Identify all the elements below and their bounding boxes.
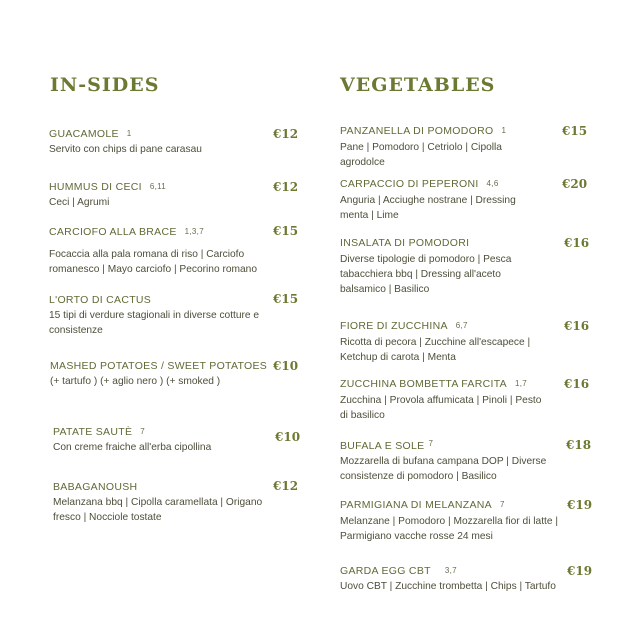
dish-name: CARPACCIO DI PEPERONI [340,178,479,190]
dish-price: €18 [566,438,592,452]
menu-item [49,128,279,157]
dish-name: PANZANELLA DI POMODORO [340,125,494,137]
dish-description: Melanzana bbq | Cipolla caramellata | Origano fresco | Nocciole tostate [53,497,263,523]
menu-item [49,294,271,338]
dish-price: €16 [564,236,590,250]
dish-price: €16 [564,377,590,391]
dish-description: Diverse tipologie di pomodoro | Pesca tabacchiera bbq | Dressing all'aceto balsamico | Basilico [340,254,512,295]
dish-name: L'ORTO DI CACTUS [49,294,152,306]
dish-description: 15 tipi di verdure stagionali in diverse cotture e consistenze [49,310,260,336]
dish-description: Zucchina | Provola affumicata | Pinoli | Pesto di basilico [340,395,542,421]
allergen-codes: 1,7 [514,379,527,388]
menu-item [340,499,570,544]
dish-name: BABAGANOUSH [53,481,138,493]
dish-price: €20 [562,177,588,191]
menu-item [340,237,540,297]
allergen-codes: 7 [428,439,434,448]
dish-price: €16 [564,319,590,333]
dish-name: MASHED POTATOES / SWEET POTATOES [50,360,268,372]
dish-description: (+ tartufo ) (+ aglio nero ) (+ smoked ) [50,376,221,387]
dish-description: Focaccia alla pala romana di riso | Carciofo romanesco | Mayo carciofo | Pecorino romano [49,249,258,275]
dish-name: CARCIOFO ALLA BRACE [49,226,177,238]
menu-item [53,426,278,455]
dish-price: €10 [273,359,299,373]
allergen-codes: 3,7 [444,566,457,575]
dish-price: €15 [273,292,299,306]
menu-item [340,439,565,484]
section-title-in-sides: IN-SIDES [50,74,160,96]
dish-description: Uovo CBT | Zucchine trombetta | Chips | Tartufo [340,581,556,592]
menu-item [340,178,520,223]
dish-name: HUMMUS DI CECI [49,181,142,193]
menu-item [49,226,279,277]
dish-name: PATATE SAUTÈ [53,426,133,438]
allergen-codes: 7 [140,427,145,436]
dish-name: INSALATA DI POMODORI [340,237,470,249]
allergen-codes: 6,11 [149,182,167,191]
dish-price: €12 [273,127,299,141]
dish-description: Mozzarella di bufana campana DOP | Diverse consistenze di pomodoro | Basilico [340,456,547,482]
allergen-codes: 1,3,7 [184,227,204,236]
allergen-codes: 6,7 [455,321,468,330]
dish-price: €15 [562,124,588,138]
dish-price: €19 [567,564,593,578]
dish-description: Melanzane | Pomodoro | Mozzarella fior di latte | Parmigiano vacche rosse 24 mesi [340,516,559,542]
menu-item [53,481,268,525]
dish-description: Ricotta di pecora | Zucchine all'escapece | Ketchup di carota | Menta [340,337,531,363]
allergen-codes: 1 [501,126,507,135]
menu-item [340,565,580,594]
allergen-codes: 1 [126,129,132,138]
dish-description: Con creme fraiche all'erba cipollina [53,442,212,453]
dish-description: Pane | Pomodoro | Cetriolo | Cipolla agrodolce [340,142,502,168]
dish-price: €12 [273,479,299,493]
menu-item [340,320,550,365]
section-title-vegetables: VEGETABLES [340,74,496,96]
dish-description: Anguria | Acciughe nostrane | Dressing menta | Lime [340,195,516,221]
dish-price: €12 [273,180,299,194]
dish-name: PARMIGIANA DI MELANZANA [340,499,492,511]
menu-item [340,125,540,170]
dish-name: ZUCCHINA BOMBETTA FARCITA [340,378,507,390]
dish-price: €15 [273,224,299,238]
dish-name: GUACAMOLE [49,128,119,140]
dish-description: Ceci | Agrumi [49,197,110,208]
menu-item [50,360,280,389]
dish-price: €19 [567,498,593,512]
menu-item [49,181,279,210]
menu-item [340,378,550,423]
dish-description: Servito con chips di pane carasau [49,144,202,155]
allergen-codes: 7 [499,500,505,509]
dish-name: BUFALA E SOLE [340,440,425,452]
dish-name: GARDA EGG CBT [340,565,431,577]
dish-price: €10 [275,430,301,444]
dish-name: FIORE DI ZUCCHINA [340,320,448,332]
allergen-codes: 4,6 [486,179,499,188]
